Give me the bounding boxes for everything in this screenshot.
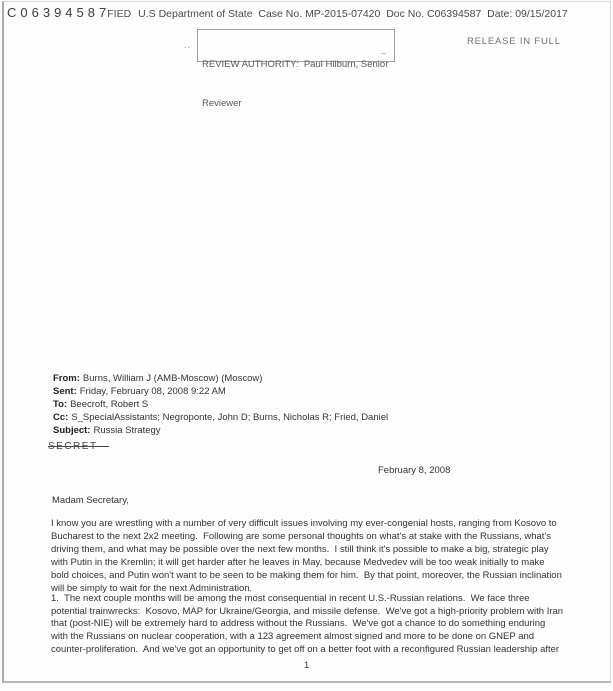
page-number: 1: [303, 660, 310, 671]
body-line: will be simply to wait for the next Administration.: [51, 583, 253, 594]
email-header-label: Subject:: [53, 425, 91, 437]
email-header-value: Russia Strategy: [93, 425, 161, 437]
foia-header-line: [7, 4, 568, 22]
email-header-row: [53, 385, 388, 398]
stamp-left-mark: ..: [184, 40, 192, 50]
date-line: February 8, 2008: [378, 465, 451, 476]
email-header-value: S_SpecialAssistants; Negroponte, John D; Burns, Nicholas R; Fried, Daniel: [71, 412, 389, 424]
email-header-label: Sent:: [53, 386, 77, 398]
body-line: driving them, and what may be possible over the next few months. I still think it's possible to make a big, strategic play: [51, 544, 549, 555]
email-header-row: [53, 424, 388, 437]
doc-number: C06394587: [7, 5, 111, 20]
body-line: counter-proliferation. And we've got an opportunity to get off on a better foot with a reconfigured Russian leadership after: [51, 643, 560, 655]
agency-header-text: U.S Department of State Case No. MP-2015-07420 Doc No. C06394587 Date: 09/15/2017: [138, 8, 568, 20]
email-header-label: Cc:: [53, 412, 69, 424]
unclassified-fragment: FIED: [107, 8, 132, 20]
body-paragraph-1: [51, 593, 563, 657]
review-authority-stamp: [197, 29, 395, 109]
release-in-full-stamp: RELEASE IN FULL: [467, 36, 561, 47]
body-line: 1. The next couple months will be among the most consequential in recent U.S.-Russian relations. We face three: [51, 593, 530, 604]
review-stamp-line2: Reviewer: [202, 98, 242, 109]
email-header-value: Beecroft, Robert S: [70, 399, 149, 411]
salutation: Madam Secretary,: [52, 495, 129, 506]
email-header-row: [53, 372, 388, 385]
email-header-value: Friday, February 08, 2008 9:22 AM: [79, 386, 226, 398]
email-header-label: From:: [53, 373, 80, 384]
body-line: Bucharest to the next 2x2 meeting. Following are some personal thoughts on what's at stake with the Russians, what's: [51, 531, 552, 542]
email-header-row: [53, 398, 388, 411]
body-line: that (post-NIE) will be extremely hard to address without the Russians. We've got a chance to do something enduring: [51, 618, 546, 630]
stamp-inner-dash: –: [380, 48, 386, 58]
email-header-label: To:: [53, 399, 68, 411]
body-line: with the Russians on nuclear cooperation, with a 123 agreement almost signed and more to be done on GNEP and: [51, 631, 535, 643]
body-line: bold choices, and Putin won't want to be seen to be making them for him. By that point, moreover, the Russian inclination: [51, 570, 562, 581]
body-line: I know you are wrestling with a number of very difficult issues involving my ever-congenial hosts, ranging from Kosovo to: [51, 518, 557, 529]
body-line: potential trainwrecks: Kosovo, MAP for Ukraine/Georgia, and missile defense. We've got a high-priority problem with Iran: [51, 605, 564, 617]
body-line: with Putin in the Kremlin; it will get harder after he leaves in May, because Medvedev will be too weak initially to make: [51, 557, 545, 568]
email-header-value: Burns, William J (AMB-Moscow) (Moscow): [82, 373, 263, 384]
email-header-row: [53, 411, 388, 424]
email-header-block: [53, 372, 388, 437]
review-stamp-line1: REVIEW AUTHORITY: Paul Hilburn, Senior: [202, 59, 389, 70]
classification-marking: SECRET—: [48, 441, 110, 452]
body-paragraph-intro: [51, 517, 562, 595]
